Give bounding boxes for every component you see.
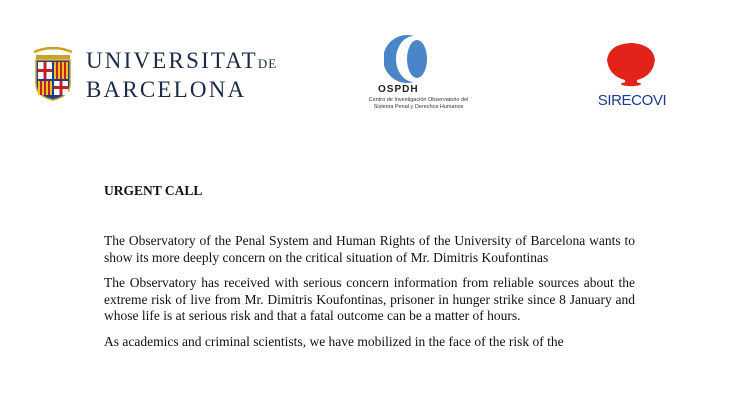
sirecovi-name: SIRECOVI bbox=[597, 92, 667, 109]
ospdh-subtitle-line1: Centro de Investigación Observatorio del bbox=[368, 97, 469, 103]
svg-text:·····: ····· bbox=[49, 47, 57, 52]
paragraph: The Observatory has received with serious concern information from reliable sources about the extreme risk of live from Mr. Dimitris Koufontinas, prisoner in hunger strike since 8 January and whose life is at serious risk and that a fatal outcome can be a matter of hours. bbox=[104, 275, 635, 323]
letter-body bbox=[104, 183, 635, 359]
ospdh-crescent-icon bbox=[384, 34, 436, 84]
ub-seal-icon bbox=[30, 42, 76, 102]
ub-name-line2: BARCELONA bbox=[86, 77, 247, 102]
ospdh-subtitle bbox=[356, 97, 481, 111]
sirecovi-logo bbox=[590, 40, 680, 112]
letterhead bbox=[0, 0, 735, 130]
university-of-barcelona-logo bbox=[30, 42, 278, 102]
ospdh-subtitle-line2: Sistema Penal y Derechos Humanos bbox=[373, 104, 464, 110]
document-heading: URGENT CALL bbox=[104, 183, 203, 198]
ospdh-name: OSPDH bbox=[378, 84, 419, 95]
ospdh-logo bbox=[350, 34, 480, 114]
paragraph: As academics and criminal scientists, we have mobilized in the face of the risk of the bbox=[104, 333, 564, 349]
sirecovi-bowl-icon bbox=[603, 40, 659, 90]
ub-name-line1: UNIVERSITAT bbox=[86, 48, 258, 73]
ub-name-suffix: DE bbox=[257, 56, 278, 71]
paragraph: The Observatory of the Penal System and Human Rights of the University of Barcelona wants to show its more deeply concern on the critical situation of Mr. Dimitris Koufontinas bbox=[104, 233, 635, 265]
